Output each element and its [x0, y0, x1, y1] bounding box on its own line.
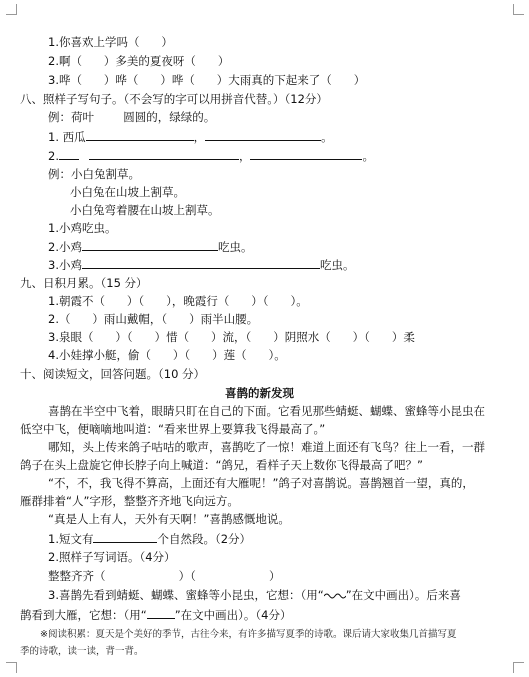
q7-line-1: 1.你喜欢上学吗（ ）	[48, 35, 173, 49]
blank-line	[59, 147, 79, 160]
blank-line	[86, 128, 194, 141]
q8-example-2: 例：小白兔割草。	[48, 167, 140, 181]
story-p1-line-1: 喜鹊在半空中飞着，眼睛只盯在自己的下面。它看见那些蜻蜓、蝴蝶、蜜蜂等小昆虫在	[48, 404, 485, 418]
story-p3-line-2: 雁群排着“人”字形，整整齐齐地飞向远方。	[20, 494, 239, 508]
q8-example-2b: 小白兔在山坡上割草。	[70, 185, 185, 199]
q10-sub-2-example: 整整齐齐（ ）（ ）	[48, 569, 281, 583]
q8-example-2c: 小白兔弯着腰在山坡上割草。	[70, 203, 220, 217]
q7-line-3: 3.哗（ ）哗（ ）哗（ ）大雨真的下起来了（ ）	[48, 73, 366, 87]
blank-line	[147, 606, 175, 619]
blank-line	[82, 238, 218, 251]
q8-answer-1: 1. 西瓜 ， 。	[48, 130, 333, 144]
q8-b2: 2.小鸡 吃虫。	[48, 240, 253, 254]
q9-heading: 九、日积月累。（15 分）	[20, 276, 148, 290]
q10-sub-2: 2.照样子写词语。（4分）	[48, 550, 176, 564]
story-p2-line-1: 哪知，头上传来鸽子咕咕的歌声，喜鹊吃了一惊！难道上面还有飞鸟？往上一看，一群	[48, 440, 485, 454]
story-p4: “真是人上有人，天外有天啊！”喜鹊感慨地说。	[48, 512, 290, 526]
corner-mark-bottom-left	[6, 662, 17, 673]
story-p3-line-1: “不，不，我飞得不算高，上面还有大雁呢！”鸽子对喜鹊说。喜鹊翘首一望，真的，	[48, 476, 474, 490]
q8-example-1: 例：荷叶 圆圆的，绿绿的。	[48, 110, 216, 124]
q8-answer-2: 2. ， 。	[48, 149, 374, 163]
q10-heading: 十、阅读短文，回答问题。（10 分）	[20, 367, 206, 381]
q10-sub-1: 1.短文有 个自然段。（2分）	[48, 532, 252, 546]
q8-heading: 八、照样子写句子。（不会写的字可以用拼音代替。）（12分）	[20, 92, 328, 106]
q8-b3: 3.小鸡 吃虫。	[48, 258, 355, 272]
q9-line-4: 4.小娃撑小艇，偷（ ）（ ）莲（ ）。	[48, 348, 286, 362]
blank-line	[250, 147, 362, 160]
blank-line	[89, 147, 239, 160]
q10-sub-3-line-1: 3.喜鹊先看到蜻蜓、蝴蝶、蜜蜂等小昆虫，它想：（用“ ”在文中画出）。后来喜	[48, 588, 461, 602]
story-title: 喜鹊的新发现	[225, 386, 294, 400]
story-p1-line-2: 低空中飞，便嘀嘀地叫道：“看来世界上要算我飞得最高了。”	[20, 422, 326, 436]
corner-mark-bottom-right	[513, 662, 524, 673]
corner-mark-top-right	[513, 4, 524, 15]
reading-note-line-2: 季的诗歌，读一读，背一背。	[20, 646, 144, 657]
blank-line	[205, 128, 321, 141]
story-p2-line-2: 鸽子在头上盘旋它伸长脖子向上喊道：“鸽兄，看样子天上数你飞得最高了吧？”	[20, 458, 423, 472]
q10-sub-3-line-2: 鹊看到大雁，它想：（用“ ”在文中画出）。（4分）	[20, 608, 292, 622]
q9-line-3: 3.泉眼（ ）（ ）惜（ ）流，（ ）阴照水（ ）（ ）柔	[48, 330, 415, 344]
q9-line-1: 1.朝霞不（ ）（ ），晚霞行（ ）（ ）。	[48, 294, 308, 308]
q9-line-2: 2.（ ）雨山戴帽，（ ）雨半山腰。	[48, 312, 259, 326]
q8-b1: 1.小鸡吃虫。	[48, 221, 117, 235]
blank-line	[82, 256, 320, 269]
reading-note-line-1: ※阅读积累：夏天是个美好的季节，古往今来，有许多描写夏季的诗歌。课后请大家收集几首描写夏	[40, 629, 457, 640]
blank-line	[93, 530, 157, 543]
q7-line-2: 2.啊（ ）多美的夏夜呀（ ）	[48, 54, 230, 68]
wavy-underline-icon	[324, 591, 346, 599]
corner-mark-top-left	[6, 4, 17, 15]
